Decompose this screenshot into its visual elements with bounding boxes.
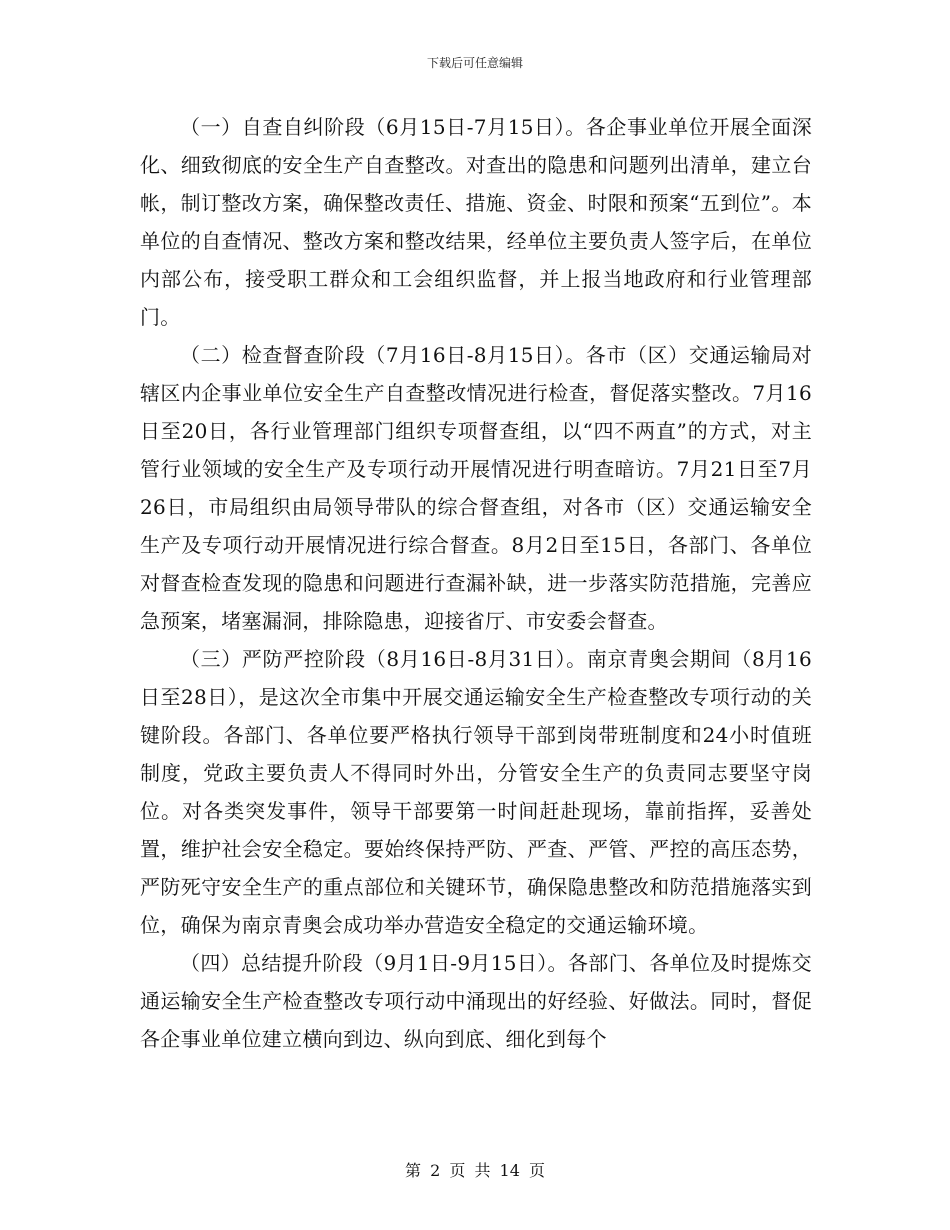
paragraph-summary: （四）总结提升阶段（9月1日-9月15日）。各部门、各单位及时提炼交通运输安全生产检查整改专项行动中涌现出的好经验、好做法。同时，督促各企事业单位建立横向到边、纵向到底、细化到每个	[140, 951, 812, 1051]
paragraph-inspection-supervision: （二）检查督查阶段（7月16日-8月15日）。各市（区）交通运输局对辖区内企事业单位安全生产自查整改情况进行检查，督促落实整改。7月16日至20日，各行业管理部门组织专项督查组，以“四不两直”的方式，对主管行业领域的安全生产及专项行动开展情况进行明查暗访。7月21日至7月26日，市局组织由局领导带队的综合督查组，对各市（区）交通运输安全生产及专项行动开展情况进行综合督查。8月2日至15日，各部门、各单位对督查检查发现的隐患和问题进行查漏补缺，进一步落实防范措施，完善应急预案，堵塞漏洞，排除隐患，迎接省厅、市安委会督查。	[140, 343, 812, 633]
paragraph-strict-control: （三）严防严控阶段（8月16日-8月31日）。南京青奥会期间（8月16日至28日），是这次全市集中开展交通运输安全生产检查整改专项行动的关键阶段。各部门、各单位要严格执行领导干部到岗带班制度和24小时值班制度，党政主要负责人不得同时外出，分管安全生产的负责同志要坚守岗位。对各类突发事件，领导干部要第一时间赶赴现场，靠前指挥，妥善处置，维护社会安全稳定。要始终保持严防、严查、严管、严控的高压态势，严防死守安全生产的重点部位和关键环节，确保隐患整改和防范措施落实到位，确保为南京青奥会成功举办营造安全稳定的交通运输环境。	[140, 647, 812, 937]
page-number-footer: 第 2 页 共 14 页	[405, 1161, 545, 1180]
document-body	[140, 108, 812, 1058]
paragraph-self-inspection: （一）自查自纠阶段（6月15日-7月15日）。各企事业单位开展全面深化、细致彻底的安全生产自查整改。对查出的隐患和问题列出清单，建立台帐，制订整改方案，确保整改责任、措施、资金、时限和预案“五到位”。本单位的自查情况、整改方案和整改结果，经单位主要负责人签字后，在单位内部公布，接受职工群众和工会组织监督，并上报当地政府和行业管理部门。	[140, 115, 812, 329]
page-header-note: 下载后可任意编辑	[426, 56, 523, 70]
